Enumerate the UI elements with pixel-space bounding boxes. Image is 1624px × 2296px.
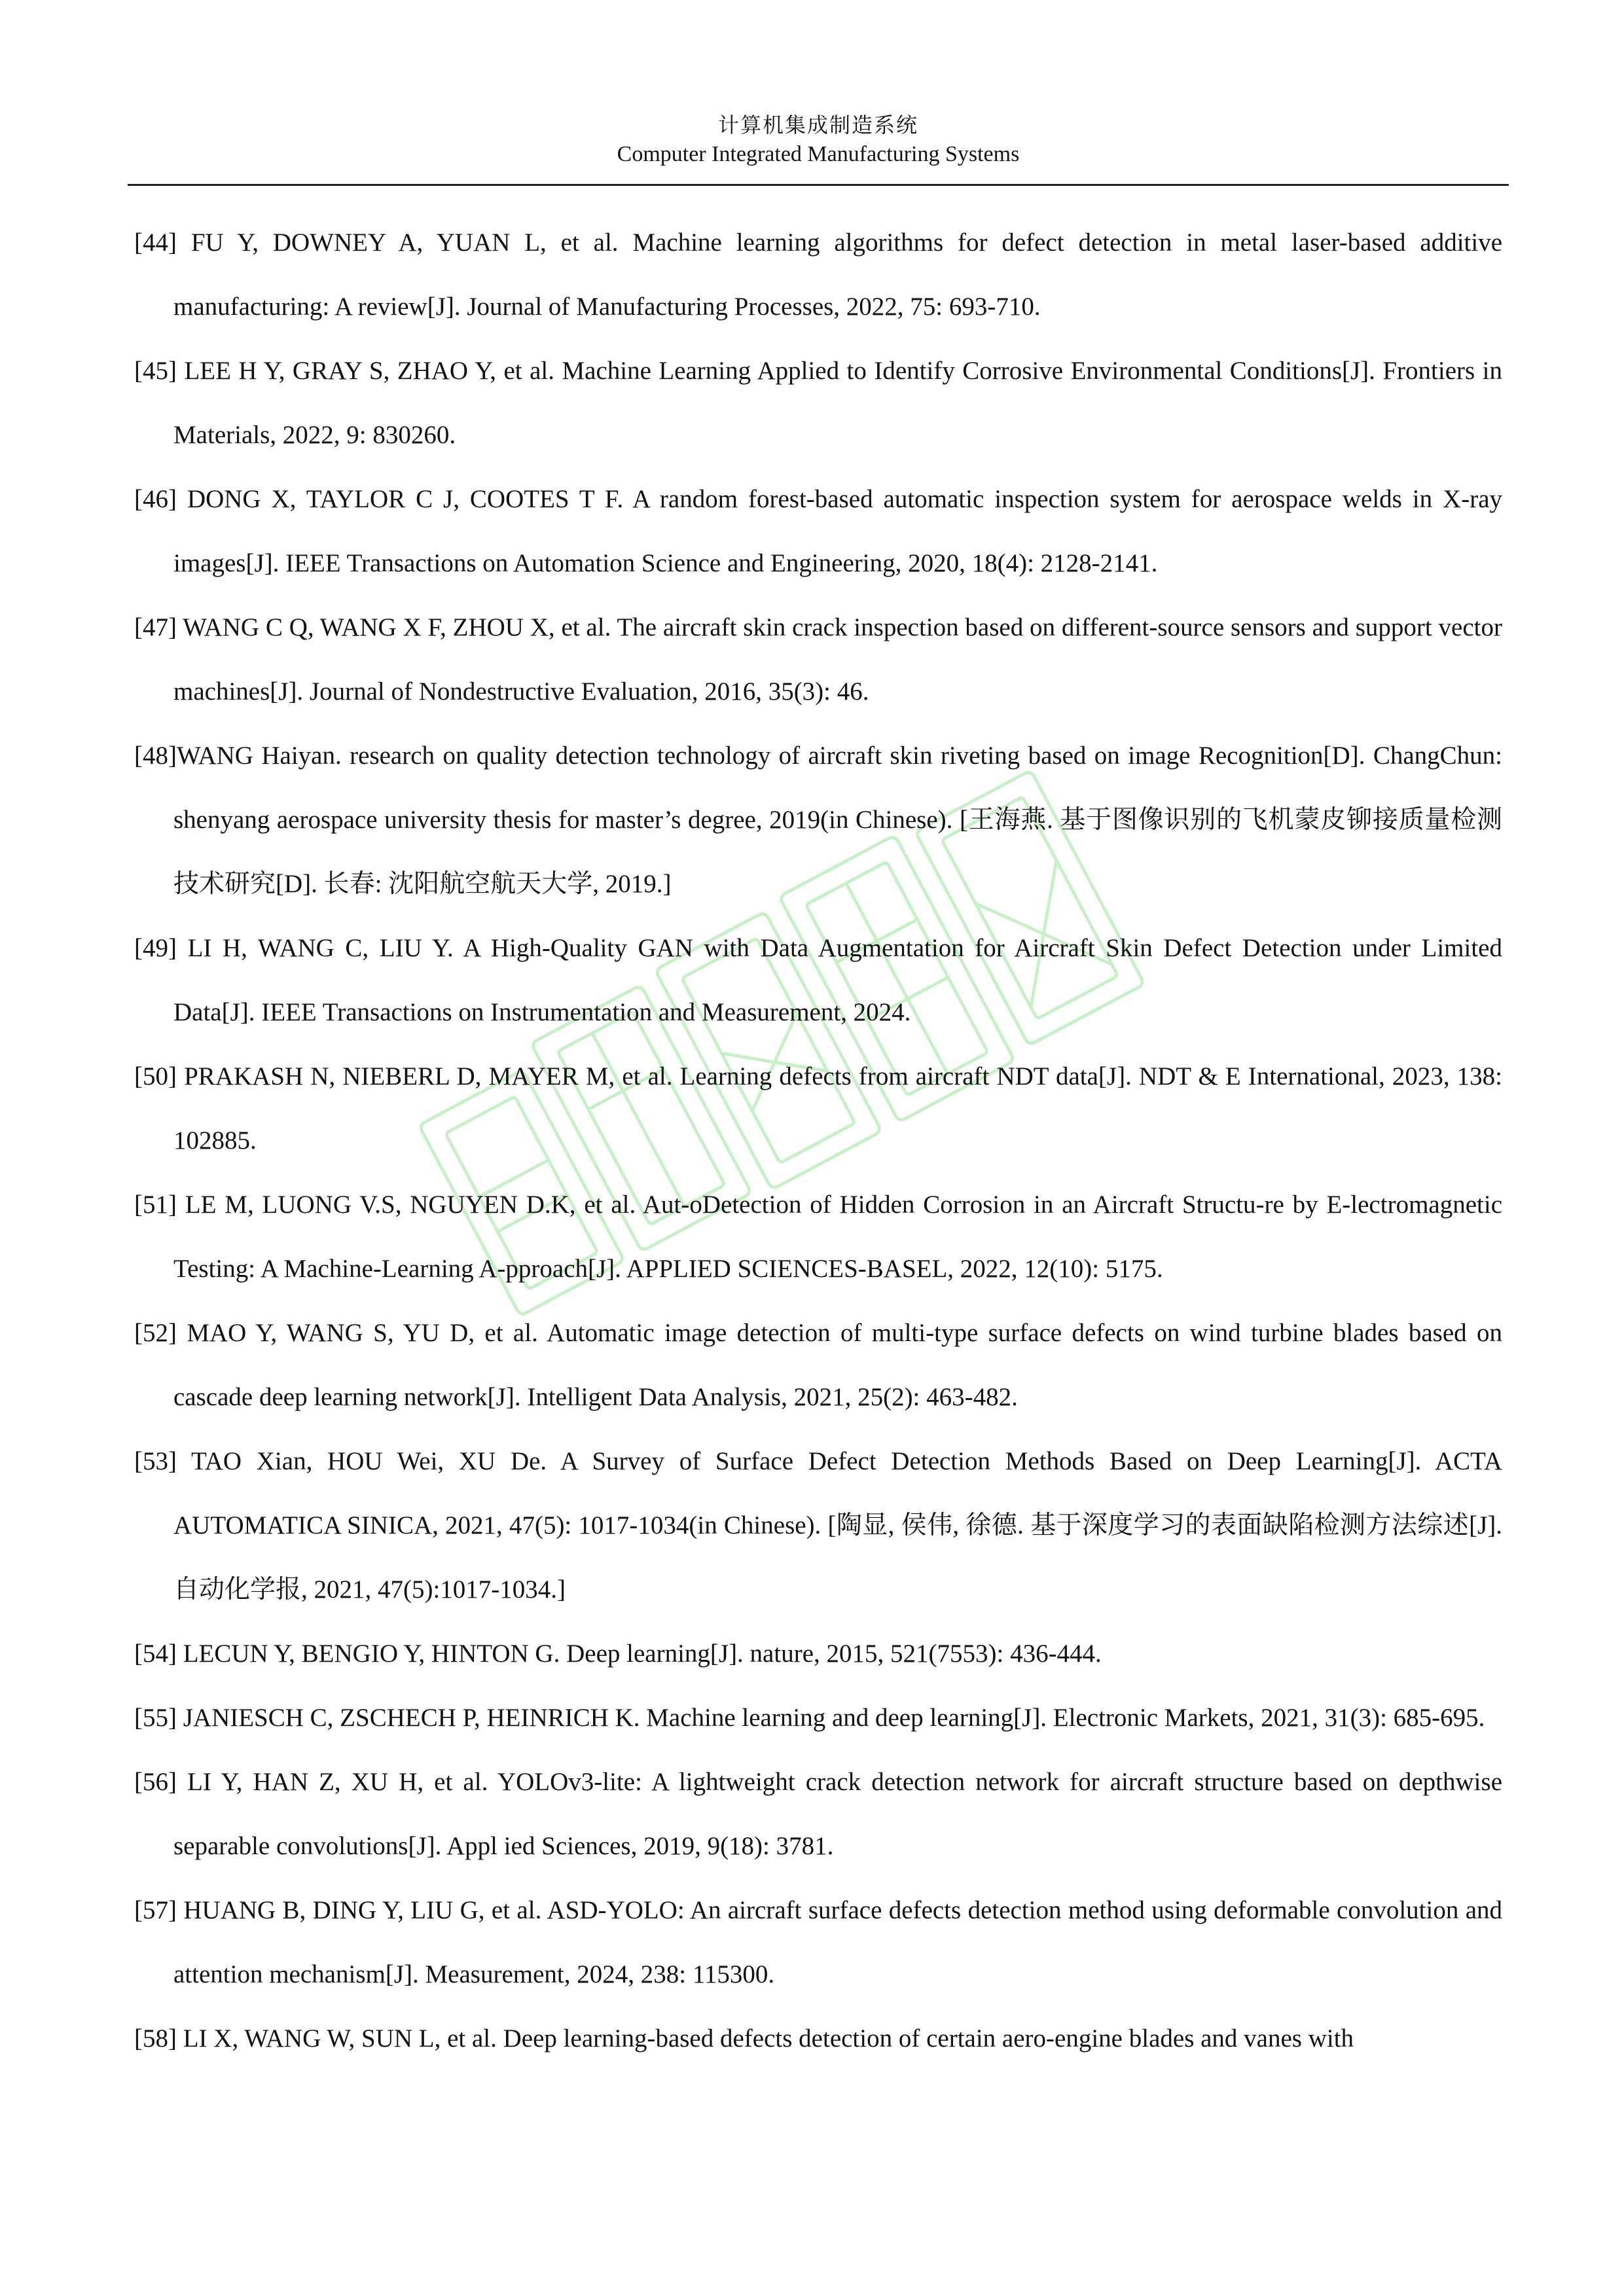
reference-item	[134, 1429, 1502, 1622]
journal-title-chinese: 计算机集成制造系统	[717, 113, 918, 137]
reference-item	[134, 2007, 1502, 2071]
reference-number: [57]	[134, 1896, 177, 1924]
page-header	[128, 110, 1509, 169]
reference-number: [54]	[134, 1640, 177, 1668]
reference-number: [56]	[134, 1768, 177, 1796]
reference-number: [47]	[134, 613, 177, 641]
reference-text: LI H, WANG C, LIU Y. A High-Quality GAN with Data Augmentation for Aircraft Skin Defect Detection under Limited Data[J]. IEEE Transactions on Instrumentation and Measurement, 2024.	[173, 934, 1502, 1026]
reference-item	[134, 1686, 1502, 1750]
reference-item	[134, 1622, 1502, 1686]
reference-text: LECUN Y, BENGIO Y, HINTON G. Deep learning[J]. nature, 2015, 521(7553): 436-444.	[183, 1640, 1102, 1668]
reference-item	[134, 1750, 1502, 1878]
reference-item	[134, 1878, 1502, 2007]
journal-title-english: Computer Integrated Manufacturing Systems	[617, 142, 1020, 166]
reference-number: [46]	[134, 485, 177, 513]
reference-item	[134, 211, 1502, 339]
reference-number: [52]	[134, 1319, 177, 1347]
reference-number: [53]	[134, 1447, 177, 1475]
reference-text: LI Y, HAN Z, XU H, et al. YOLOv3-lite: A lightweight crack detection network for aircraft structure based on depthwise separable convolutions[J]. Appl ied Sciences, 2019, 9(18): 3781.	[173, 1768, 1502, 1860]
reference-number: [50]	[134, 1062, 177, 1090]
reference-text: LI X, WANG W, SUN L, et al. Deep learning-based defects detection of certain aero-engine blades and vanes with	[183, 2024, 1354, 2053]
reference-text: WANG Haiyan. research on quality detection technology of aircraft skin riveting based on image Recognition[D]. ChangChun: shenyang aerospace university thesis for master’s degree, 2019(in Chinese). [王海燕. 基于图像识别的飞机蒙皮铆接质量检测技术研究[D]. 长春: 沈阳航空航天大学, 2019.]	[173, 742, 1502, 898]
reference-text: TAO Xian, HOU Wei, XU De. A Survey of Surface Defect Detection Methods Based on Deep Learning[J]. ACTA AUTOMATICA SINICA, 2021, 47(5): 1017-1034(in Chinese). [陶显, 侯伟, 徐德. 基于深度学习的表面缺陷检测方法综述[J]. 自动化学报, 2021, 47(5):1017-1034.]	[173, 1447, 1502, 1604]
reference-text: LEE H Y, GRAY S, ZHAO Y, et al. Machine Learning Applied to Identify Corrosive Environmental Conditions[J]. Frontiers in Materials, 2022, 9: 830260.	[173, 357, 1502, 449]
reference-text: HUANG B, DING Y, LIU G, et al. ASD-YOLO: An aircraft surface defects detection method using deformable convolution and attention mechanism[J]. Measurement, 2024, 238: 115300.	[173, 1896, 1503, 1988]
reference-number: [48]	[134, 742, 177, 770]
reference-item	[134, 1173, 1502, 1301]
reference-number: [49]	[134, 934, 177, 962]
reference-text: LE M, LUONG V.S, NGUYEN D.K, et al. Aut-oDetection of Hidden Corrosion in an Aircraft Structu-re by E-lectromagnetic Testing: A Machine-Learning A-pproach[J]. APPLIED SCIENCES-BASEL, 2022, 12(10): 5175.	[173, 1191, 1503, 1283]
reference-list	[134, 211, 1502, 2071]
reference-number: [44]	[134, 228, 177, 257]
reference-number: [55]	[134, 1704, 177, 1732]
reference-item	[134, 339, 1502, 467]
reference-item	[134, 1045, 1502, 1173]
reference-number: [58]	[134, 2024, 177, 2053]
reference-number: [51]	[134, 1191, 177, 1219]
header-divider	[128, 184, 1509, 186]
reference-text: PRAKASH N, NIEBERL D, MAYER M, et al. Learning defects from aircraft NDT data[J]. NDT & E International, 2023, 138: 102885.	[173, 1062, 1503, 1155]
reference-text: MAO Y, WANG S, YU D, et al. Automatic image detection of multi-type surface defects on wind turbine blades based on cascade deep learning network[J]. Intelligent Data Analysis, 2021, 25(2): 463-482.	[173, 1319, 1503, 1411]
reference-item	[134, 724, 1502, 916]
reference-item	[134, 467, 1502, 596]
reference-text: WANG C Q, WANG X F, ZHOU X, et al. The aircraft skin crack inspection based on different-source sensors and support vector machines[J]. Journal of Nondestructive Evaluation, 2016, 35(3): 46.	[173, 613, 1502, 706]
reference-item	[134, 1301, 1502, 1429]
reference-text: FU Y, DOWNEY A, YUAN L, et al. Machine learning algorithms for defect detection in metal laser-based additive manufacturing: A review[J]. Journal of Manufacturing Processes, 2022, 75: 693-710.	[173, 228, 1503, 321]
reference-number: [45]	[134, 357, 177, 385]
reference-text: JANIESCH C, ZSCHECH P, HEINRICH K. Machine learning and deep learning[J]. Electronic Markets, 2021, 31(3): 685-695.	[183, 1704, 1485, 1732]
reference-text: DONG X, TAYLOR C J, COOTES T F. A random forest-based automatic inspection system for aerospace welds in X-ray images[J]. IEEE Transactions on Automation Science and Engineering, 2020, 18(4): 2128-2141.	[173, 485, 1502, 577]
reference-item	[134, 596, 1502, 724]
reference-item	[134, 916, 1502, 1045]
